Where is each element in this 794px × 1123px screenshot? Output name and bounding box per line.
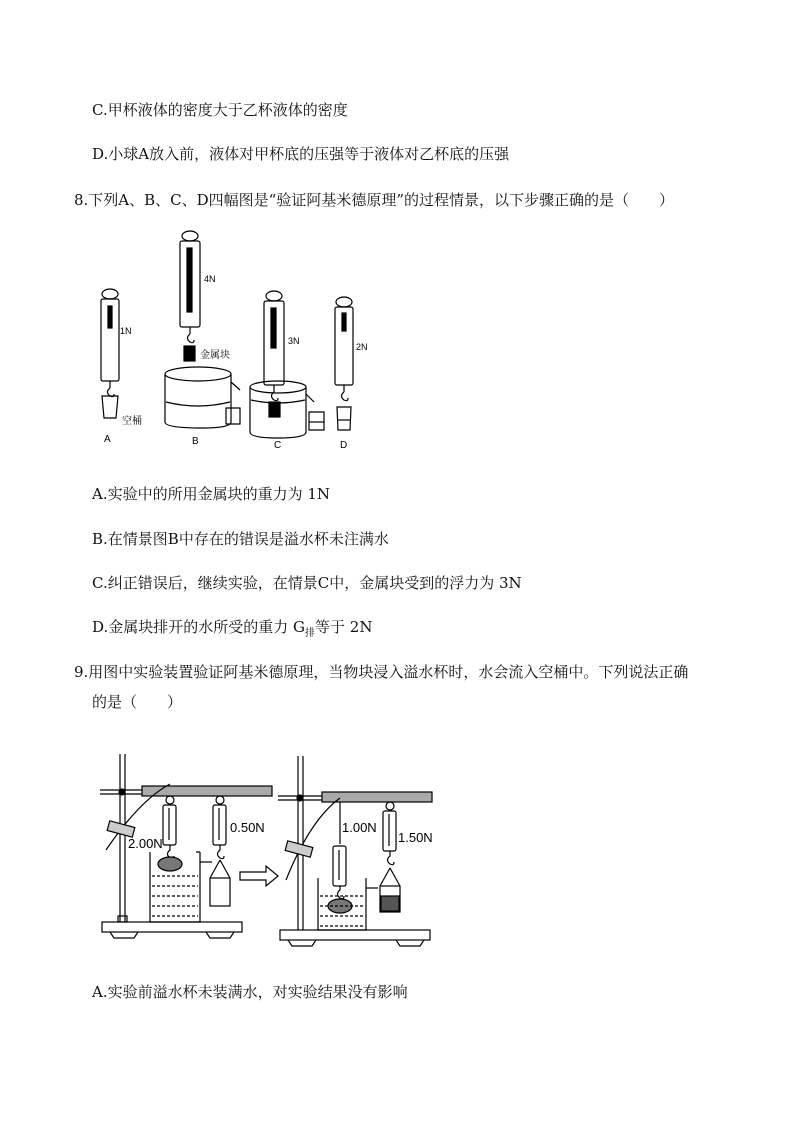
q9-stem-line1: 9.用图中实验装置验证阿基米德原理，当物块浸入溢水杯时，水会流入空桶中。下列说法正确 [74, 663, 689, 681]
empty-bucket-label: 空桶 [122, 416, 142, 427]
q9-stem-line2: 的是（ ） [92, 693, 183, 711]
q8-option-d: D.金属块排开的水所受的重力 $G_排$等于 2N [92, 618, 373, 639]
q8-option-b: B.在情景图B中存在的错误是溢水杯未注满水 [92, 530, 389, 548]
reading-2-00n: 2.00N [128, 836, 163, 851]
label-a: A [104, 434, 111, 445]
reading-a: 1N [120, 326, 132, 336]
reading-c: 3N [288, 336, 300, 346]
q8-stem: 8.下列A、B、C、D四幅图是“验证阿基米德原理”的过程情景，以下步骤正确的是（ ） [74, 191, 675, 209]
reading-b: 4N [204, 274, 216, 284]
reading-1-50n: 1.50N [398, 830, 433, 845]
label-d: D [340, 440, 348, 451]
label-b: B [192, 436, 199, 447]
q9-option-a: A.实验前溢水杯未装满水，对实验结果没有影响 [92, 983, 408, 1001]
reading-d: 2N [356, 342, 368, 352]
q8-option-c: C.纠正错误后，继续实验，在情景C中，金属块受到的浮力为 3N [92, 574, 522, 592]
q9-figure [100, 740, 460, 950]
q7-option-c: C.甲杯液体的密度大于乙杯液体的密度 [92, 101, 348, 119]
q7-option-d: D.小球A放入前，液体对甲杯底的压强等于液体对乙杯底的压强 [92, 145, 510, 163]
metal-block-label: 金属块 [200, 350, 230, 361]
reading-1-00n: 1.00N [342, 820, 377, 835]
reading-0-50n: 0.50N [230, 820, 265, 835]
q8-option-a: A.实验中的所用金属块的重力为 1N [92, 485, 331, 503]
label-c: C [274, 440, 282, 451]
q8-figure [92, 222, 392, 454]
